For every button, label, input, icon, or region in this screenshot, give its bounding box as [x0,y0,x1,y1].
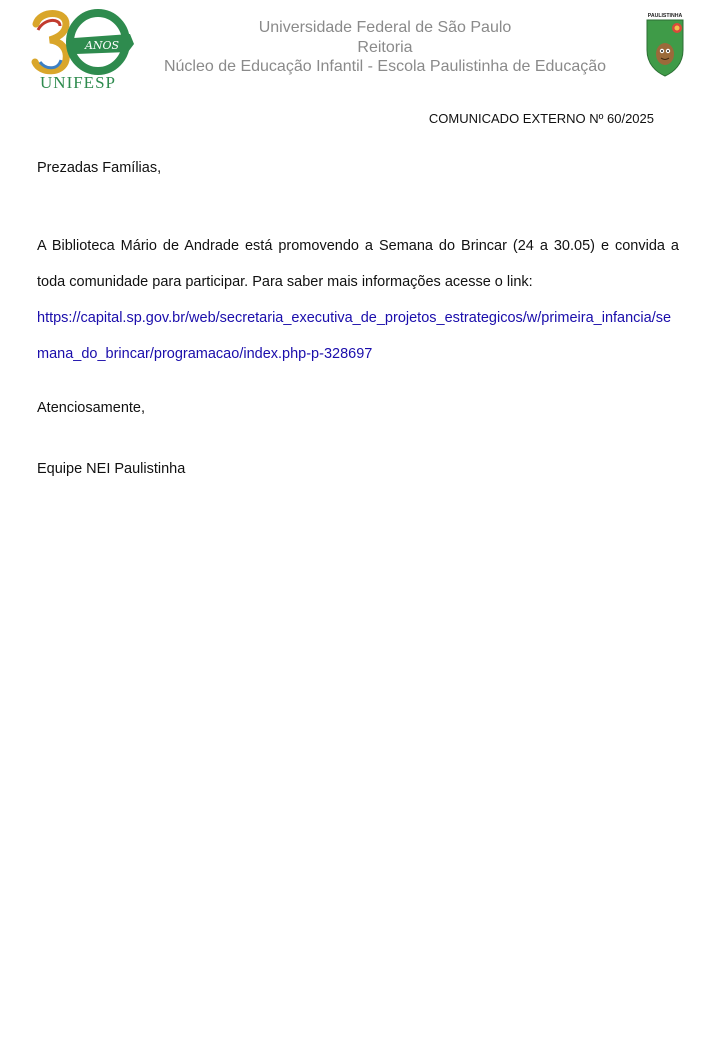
logo-unifesp-text: UNIFESP [40,73,116,92]
paulistinha-logo [640,10,690,90]
paulistinha-title: PAULISTINHA [647,13,683,19]
document-header [0,0,720,100]
announcement-text: A Biblioteca Mário de Andrade está promovendo a Semana do Brincar (24 a 30.05) e convida a toda comunidade para participar. Para saber mais informações acesse o link: [37,238,679,290]
greeting: Prezadas Famílias, [37,160,162,176]
programacao-link[interactable]: https://capital.sp.gov.br/web/secretaria_executiva_de_projetos_estrategicos/w/primeira_infancia/semana_do_brincar/programacao/index.php-p-328697 [37,310,672,362]
reitoria-line: Reitoria [357,38,413,56]
announcement-paragraph [37,228,679,372]
unifesp-30-anos-logo [30,8,138,92]
comunicado-number: COMUNICADO EXTERNO Nº 60/2025 [428,111,654,126]
unit-name: Núcleo de Educação Infantil - Escola Paulistinha de Educação [163,58,607,75]
header-institution [150,18,620,77]
closing: Atenciosamente, [37,400,146,416]
signature: Equipe NEI Paulistinha [37,461,186,477]
logo-anos-text: ANOS [84,39,120,52]
university-name: Universidade Federal de São Paulo [258,19,512,36]
